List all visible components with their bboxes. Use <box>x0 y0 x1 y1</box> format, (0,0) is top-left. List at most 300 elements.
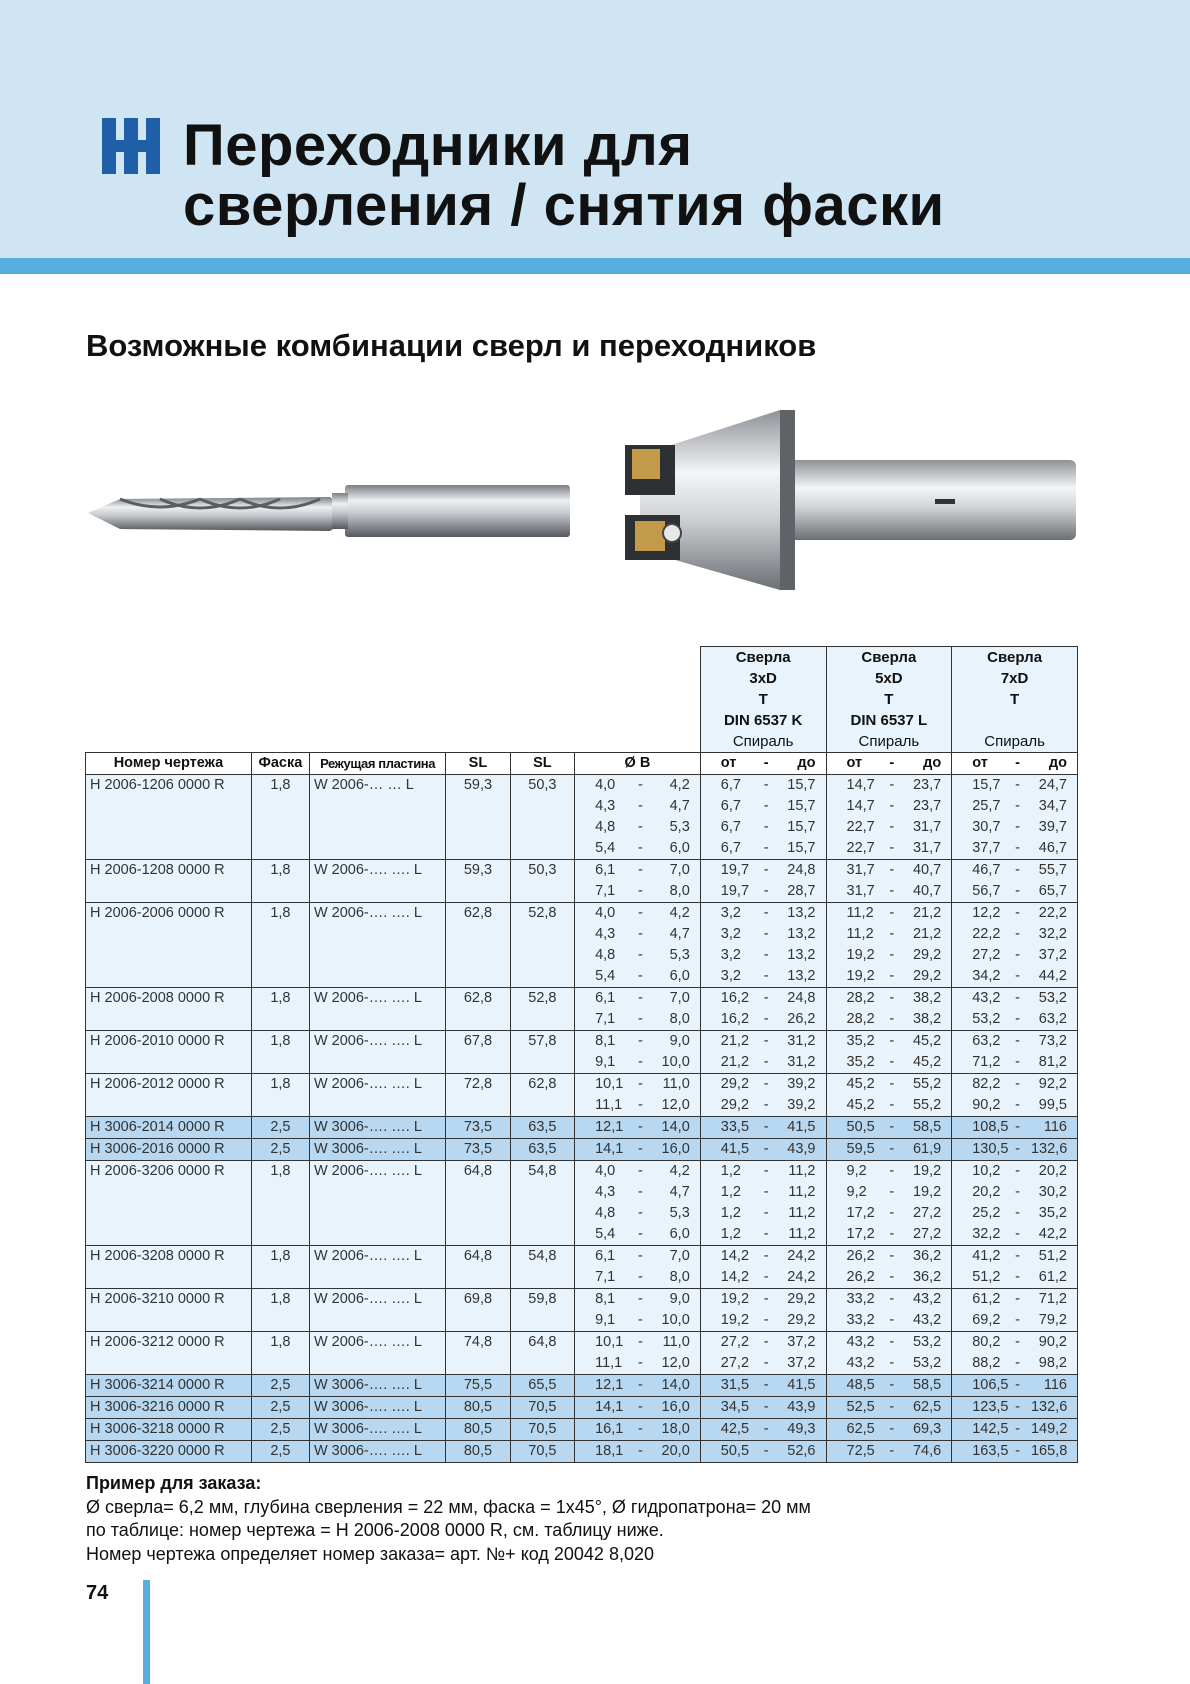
cell-range-5xd <box>826 924 952 945</box>
range-to: 8,0 <box>669 1269 690 1285</box>
table-row <box>86 1139 1078 1161</box>
cell-diameter-range <box>575 1441 701 1463</box>
cell-chamfer <box>251 838 309 860</box>
range-dash: - <box>763 1163 769 1179</box>
cell-chamfer <box>251 796 309 817</box>
range-from: 51,2 <box>972 1269 1001 1285</box>
cell-chamfer <box>251 1224 309 1246</box>
cell-insert: W 2006-…. …. L <box>309 1289 445 1311</box>
range-to: 65,7 <box>1038 883 1067 899</box>
range-dash: - <box>763 1269 769 1285</box>
range-from: 33,2 <box>846 1291 875 1307</box>
range-dash: - <box>1015 883 1021 899</box>
cell-range-3xd <box>700 1009 826 1031</box>
cell-range-5xd <box>826 1246 952 1268</box>
group-header-7xd: Сверла 7xD T Спираль <box>952 647 1078 753</box>
range-dash: - <box>1015 947 1021 963</box>
range-from: 1,2 <box>720 1205 741 1221</box>
range-dash: - <box>889 968 895 984</box>
range-dash: - <box>889 1226 895 1242</box>
range-from: 90,2 <box>972 1097 1001 1113</box>
range-from: 4,8 <box>595 819 616 835</box>
cell-chamfer: 2,5 <box>251 1139 309 1161</box>
range-to: 6,0 <box>669 1226 690 1242</box>
cell-chamfer: 1,8 <box>251 1289 309 1311</box>
table-row <box>86 1246 1078 1268</box>
range-dash: - <box>889 1312 895 1328</box>
range-from: 22,7 <box>846 819 875 835</box>
range-to: 12,0 <box>661 1355 690 1371</box>
cell-range-7xd <box>952 796 1078 817</box>
range-to: 36,2 <box>912 1269 942 1285</box>
range-dash: - <box>889 1163 895 1179</box>
range-to: 37,2 <box>787 1355 816 1371</box>
cell-drawing-number <box>86 1052 252 1074</box>
range-dash: - <box>1015 990 1021 1006</box>
range-from: 10,1 <box>595 1334 624 1350</box>
cell-range-5xd <box>826 945 952 966</box>
cell-diameter-range <box>575 1289 701 1311</box>
range-from: 45,2 <box>846 1097 875 1113</box>
range-dash: - <box>889 990 895 1006</box>
range-from: 3,2 <box>720 968 741 984</box>
cell-range-7xd <box>952 1375 1078 1397</box>
range-to: 26,2 <box>787 1011 816 1027</box>
cell-insert <box>309 1052 445 1074</box>
range-from: 106,5 <box>972 1377 1009 1393</box>
range-from: 18,1 <box>595 1443 624 1459</box>
cell-range-3xd <box>700 1353 826 1375</box>
cell-insert <box>309 1224 445 1246</box>
cell-drawing-number: H 3006-3220 0000 R <box>86 1441 252 1463</box>
cell-chamfer: 2,5 <box>251 1117 309 1139</box>
cell-chamfer: 1,8 <box>251 1031 309 1053</box>
range-from: 15,7 <box>972 777 1001 793</box>
cell-chamfer: 1,8 <box>251 903 309 925</box>
cell-sl-1 <box>446 1353 510 1375</box>
range-from: 6,7 <box>720 798 741 814</box>
range-from: 14,1 <box>595 1141 624 1157</box>
cell-chamfer: 1,8 <box>251 860 309 882</box>
cell-sl-1: 80,5 <box>446 1441 510 1463</box>
range-dash: - <box>1015 1097 1021 1113</box>
range-from: 71,2 <box>972 1054 1001 1070</box>
cell-chamfer: 1,8 <box>251 1074 309 1096</box>
cell-range-5xd <box>826 988 952 1010</box>
range-from: 27,2 <box>720 1355 750 1371</box>
range-dash: - <box>763 1443 769 1459</box>
range-from: 12,1 <box>595 1119 624 1135</box>
cell-range-3xd <box>700 817 826 838</box>
range-dash: - <box>889 777 895 793</box>
range-dash: - <box>1015 905 1021 921</box>
range-to: 15,7 <box>787 777 816 793</box>
range-from: 43,2 <box>972 990 1001 1006</box>
cell-sl-2: 63,5 <box>510 1139 574 1161</box>
range-dash: - <box>1015 1226 1021 1242</box>
range-to: 41,5 <box>787 1377 816 1393</box>
range-from: 29,2 <box>720 1097 750 1113</box>
range-from: 3,2 <box>720 926 741 942</box>
range-to: 13,2 <box>787 947 816 963</box>
cell-sl-1: 67,8 <box>446 1031 510 1053</box>
cell-sl-1: 62,8 <box>446 988 510 1010</box>
cell-range-3xd <box>700 1441 826 1463</box>
range-to: 15,7 <box>787 798 816 814</box>
cell-insert <box>309 1095 445 1117</box>
range-from: 72,5 <box>846 1443 875 1459</box>
range-to: 7,0 <box>669 1248 690 1264</box>
range-from: 11,1 <box>595 1097 623 1113</box>
range-from: 9,2 <box>846 1163 867 1179</box>
range-to: 29,2 <box>787 1291 816 1307</box>
cell-range-7xd <box>952 1441 1078 1463</box>
cell-drawing-number: H 2006-2010 0000 R <box>86 1031 252 1053</box>
cell-insert: W 2006-…. …. L <box>309 1031 445 1053</box>
range-to: 79,2 <box>1038 1312 1067 1328</box>
cell-chamfer: 1,8 <box>251 988 309 1010</box>
cell-range-5xd <box>826 796 952 817</box>
table-row <box>86 903 1078 925</box>
table-row <box>86 1397 1078 1419</box>
cell-range-7xd <box>952 924 1078 945</box>
cell-range-3xd <box>700 945 826 966</box>
cell-sl-2 <box>510 1203 574 1224</box>
range-from: 14,2 <box>720 1248 750 1264</box>
range-dash: - <box>638 1226 643 1242</box>
range-dash: - <box>638 1355 643 1371</box>
cell-range-7xd <box>952 903 1078 925</box>
range-from: 35,2 <box>846 1054 875 1070</box>
cell-range-7xd <box>952 1267 1078 1289</box>
col-drawing-number: Номер чертежа <box>86 753 252 775</box>
cell-drawing-number <box>86 881 252 903</box>
cell-sl-1 <box>446 838 510 860</box>
range-dash: - <box>1015 1163 1021 1179</box>
range-dash: - <box>889 1141 895 1157</box>
drill-icon <box>88 485 570 537</box>
range-dash: - <box>638 1399 643 1415</box>
cell-drawing-number <box>86 1095 252 1117</box>
range-from: 14,7 <box>846 777 875 793</box>
range-from: 25,7 <box>972 798 1001 814</box>
cell-sl-2 <box>510 796 574 817</box>
range-from: 8,1 <box>595 1033 616 1049</box>
range-from: 10,1 <box>595 1076 624 1092</box>
range-from: 33,2 <box>846 1312 875 1328</box>
range-from: 41,2 <box>972 1248 1001 1264</box>
range-from: 34,2 <box>972 968 1001 984</box>
range-to: 46,7 <box>1038 840 1067 856</box>
range-from: 5,4 <box>595 840 616 856</box>
range-to: 19,2 <box>912 1184 942 1200</box>
range-from: 50,5 <box>846 1119 875 1135</box>
cell-sl-2 <box>510 1009 574 1031</box>
cell-range-3xd <box>700 838 826 860</box>
table-row <box>86 1031 1078 1053</box>
range-dash: - <box>638 1443 643 1459</box>
order-example <box>86 1472 811 1566</box>
cell-range-7xd <box>952 775 1078 797</box>
range-from: 56,7 <box>972 883 1001 899</box>
cell-diameter-range <box>575 988 701 1010</box>
cell-drawing-number: H 3006-3216 0000 R <box>86 1397 252 1419</box>
range-dash: - <box>638 798 643 814</box>
cell-range-5xd <box>826 1224 952 1246</box>
cell-sl-1: 64,8 <box>446 1161 510 1183</box>
range-to: 23,7 <box>912 777 942 793</box>
range-from: 11,2 <box>846 905 874 921</box>
cell-insert: W 2006-…. …. L <box>309 988 445 1010</box>
range-dash: - <box>638 883 643 899</box>
cell-sl-1 <box>446 796 510 817</box>
cell-drawing-number: H 2006-2008 0000 R <box>86 988 252 1010</box>
range-from: 41,5 <box>720 1141 750 1157</box>
range-dash: - <box>638 1334 643 1350</box>
range-to: 14,0 <box>661 1377 690 1393</box>
range-dash: - <box>889 862 895 878</box>
range-dash: - <box>889 840 895 856</box>
cell-range-7xd <box>952 945 1078 966</box>
range-from: 17,2 <box>846 1226 875 1242</box>
cell-drawing-number: H 2006-2012 0000 R <box>86 1074 252 1096</box>
range-to: 13,2 <box>787 968 816 984</box>
range-to: 39,2 <box>787 1076 816 1092</box>
cell-sl-1 <box>446 945 510 966</box>
range-dash: - <box>763 1421 769 1437</box>
range-from: 8,1 <box>595 1291 616 1307</box>
range-from: 123,5 <box>972 1399 1009 1415</box>
cell-range-3xd <box>700 1267 826 1289</box>
range-from: 1,2 <box>720 1184 741 1200</box>
cell-insert <box>309 966 445 988</box>
cell-chamfer <box>251 1095 309 1117</box>
range-to: 11,2 <box>788 1205 816 1221</box>
range-dash: - <box>638 1011 643 1027</box>
range-to: 41,5 <box>787 1119 816 1135</box>
range-from: 21,2 <box>720 1033 750 1049</box>
range-from: 1,2 <box>720 1163 741 1179</box>
table-row <box>86 881 1078 903</box>
cell-drawing-number <box>86 1182 252 1203</box>
cell-sl-2: 70,5 <box>510 1419 574 1441</box>
range-to: 98,2 <box>1038 1355 1067 1371</box>
cell-range-3xd <box>700 1117 826 1139</box>
table-row <box>86 1310 1078 1332</box>
cell-range-3xd <box>700 1419 826 1441</box>
range-from: 12,2 <box>972 905 1001 921</box>
cell-drawing-number: H 3006-3218 0000 R <box>86 1419 252 1441</box>
range-to: 40,7 <box>912 862 942 878</box>
range-from: 34,5 <box>720 1399 750 1415</box>
range-to: 43,9 <box>787 1141 816 1157</box>
cell-chamfer <box>251 1203 309 1224</box>
table-row <box>86 1267 1078 1289</box>
cell-range-7xd <box>952 1310 1078 1332</box>
cell-diameter-range <box>575 1182 701 1203</box>
cell-insert: W 2006-…. …. L <box>309 1332 445 1354</box>
cell-diameter-range <box>575 1161 701 1183</box>
range-to: 62,5 <box>912 1399 942 1415</box>
range-from: 19,2 <box>720 1312 750 1328</box>
range-dash: - <box>1015 968 1021 984</box>
range-dash: - <box>763 1399 769 1415</box>
cell-chamfer: 2,5 <box>251 1441 309 1463</box>
range-from: 3,2 <box>720 947 741 963</box>
range-from: 31,7 <box>846 883 875 899</box>
range-from: 19,7 <box>720 883 750 899</box>
cell-range-7xd <box>952 1353 1078 1375</box>
table-body <box>86 775 1078 1463</box>
range-dash: - <box>763 819 769 835</box>
range-from: 52,5 <box>846 1399 875 1415</box>
range-dash: - <box>889 1248 895 1264</box>
cell-sl-1 <box>446 1182 510 1203</box>
range-from: 27,2 <box>972 947 1001 963</box>
range-dash: - <box>638 1248 643 1264</box>
cell-chamfer <box>251 1353 309 1375</box>
range-to: 43,2 <box>912 1312 942 1328</box>
cell-sl-2 <box>510 1267 574 1289</box>
cell-insert: W 3006-…. …. L <box>309 1419 445 1441</box>
cell-insert <box>309 881 445 903</box>
group-header-5xd: Сверла 5xD T DIN 6537 L Спираль <box>826 647 952 753</box>
range-from: 11,2 <box>846 926 874 942</box>
cell-chamfer <box>251 924 309 945</box>
range-to: 30,2 <box>1038 1184 1067 1200</box>
cell-insert: W 2006-…. …. L <box>309 1246 445 1268</box>
cell-range-3xd <box>700 1074 826 1096</box>
range-to: 4,7 <box>669 798 690 814</box>
cell-diameter-range <box>575 945 701 966</box>
cell-range-5xd <box>826 1441 952 1463</box>
range-to: 45,2 <box>912 1054 942 1070</box>
column-header-row <box>86 753 1078 775</box>
cell-range-7xd <box>952 881 1078 903</box>
range-dash: - <box>763 1076 769 1092</box>
range-dash: - <box>1015 1269 1021 1285</box>
range-from: 9,2 <box>846 1184 867 1200</box>
range-from: 21,2 <box>720 1054 750 1070</box>
range-to: 11,2 <box>788 1226 816 1242</box>
cell-range-3xd <box>700 1139 826 1161</box>
range-dash: - <box>889 947 895 963</box>
range-dash: - <box>889 1399 895 1415</box>
cell-sl-2 <box>510 924 574 945</box>
range-from: 88,2 <box>972 1355 1001 1371</box>
range-dash: - <box>638 947 643 963</box>
group-header-row <box>86 647 1078 753</box>
range-to: 55,2 <box>912 1097 942 1113</box>
range-to: 13,2 <box>787 905 816 921</box>
cell-range-5xd <box>826 1031 952 1053</box>
cell-range-5xd <box>826 1310 952 1332</box>
range-dash: - <box>889 926 895 942</box>
range-dash: - <box>889 798 895 814</box>
cell-range-5xd <box>826 1332 952 1354</box>
cell-range-3xd <box>700 1182 826 1203</box>
adapter-icon <box>625 410 1076 590</box>
range-to: 8,0 <box>669 883 690 899</box>
cell-sl-1 <box>446 881 510 903</box>
range-to: 38,2 <box>912 990 942 1006</box>
table-row <box>86 1074 1078 1096</box>
cell-sl-1: 72,8 <box>446 1074 510 1096</box>
cell-sl-2: 62,8 <box>510 1074 574 1096</box>
cell-range-3xd <box>700 1397 826 1419</box>
range-from: 28,2 <box>846 990 875 1006</box>
range-to: 14,0 <box>661 1119 690 1135</box>
cell-diameter-range <box>575 1375 701 1397</box>
range-from: 7,1 <box>595 1011 616 1027</box>
range-from: 28,2 <box>846 1011 875 1027</box>
range-dash: - <box>1015 926 1021 942</box>
cell-chamfer <box>251 817 309 838</box>
range-to: 36,2 <box>912 1248 942 1264</box>
range-to: 6,0 <box>669 840 690 856</box>
range-to: 58,5 <box>912 1119 942 1135</box>
range-to: 92,2 <box>1038 1076 1067 1092</box>
cell-range-5xd <box>826 860 952 882</box>
range-from: 50,5 <box>720 1443 750 1459</box>
range-from: 14,7 <box>846 798 875 814</box>
range-from: 69,2 <box>972 1312 1001 1328</box>
range-to: 73,2 <box>1038 1033 1067 1049</box>
range-dash: - <box>638 1377 643 1393</box>
cell-drawing-number: H 2006-3208 0000 R <box>86 1246 252 1268</box>
cell-sl-2 <box>510 1353 574 1375</box>
range-to: 74,6 <box>912 1443 942 1459</box>
range-dash: - <box>638 1421 643 1437</box>
range-to: 149,2 <box>1030 1421 1068 1437</box>
range-dash: - <box>763 1011 769 1027</box>
range-from: 16,1 <box>595 1421 624 1437</box>
range-from: 11,1 <box>595 1355 623 1371</box>
cell-drawing-number <box>86 817 252 838</box>
range-to: 58,5 <box>912 1377 942 1393</box>
cell-drawing-number <box>86 1267 252 1289</box>
range-dash: - <box>1015 840 1021 856</box>
range-dash: - <box>889 905 895 921</box>
range-from: 19,2 <box>846 947 875 963</box>
col-insert: Режущая пластина <box>309 753 445 775</box>
cell-sl-2 <box>510 817 574 838</box>
group-header-3xd: Сверла 3xD T DIN 6537 K Спираль <box>700 647 826 753</box>
range-dash: - <box>763 1205 769 1221</box>
cell-insert <box>309 817 445 838</box>
range-dash: - <box>763 777 769 793</box>
range-to: 35,2 <box>1038 1205 1067 1221</box>
range-dash: - <box>638 968 643 984</box>
range-dash: - <box>1015 1355 1021 1371</box>
range-from: 7,1 <box>595 1269 616 1285</box>
range-to: 39,2 <box>787 1097 816 1113</box>
range-to: 12,0 <box>661 1097 690 1113</box>
range-dash: - <box>638 1163 643 1179</box>
cell-range-3xd <box>700 1246 826 1268</box>
cell-range-7xd <box>952 988 1078 1010</box>
table-row <box>86 817 1078 838</box>
range-dash: - <box>889 1205 895 1221</box>
cell-range-7xd <box>952 1139 1078 1161</box>
range-dash: - <box>889 1443 895 1459</box>
cell-sl-2: 54,8 <box>510 1246 574 1268</box>
cell-diameter-range <box>575 775 701 797</box>
range-to: 24,2 <box>787 1248 816 1264</box>
range-dash: - <box>1015 1421 1021 1437</box>
cell-range-3xd <box>700 988 826 1010</box>
range-to: 21,2 <box>912 926 942 942</box>
